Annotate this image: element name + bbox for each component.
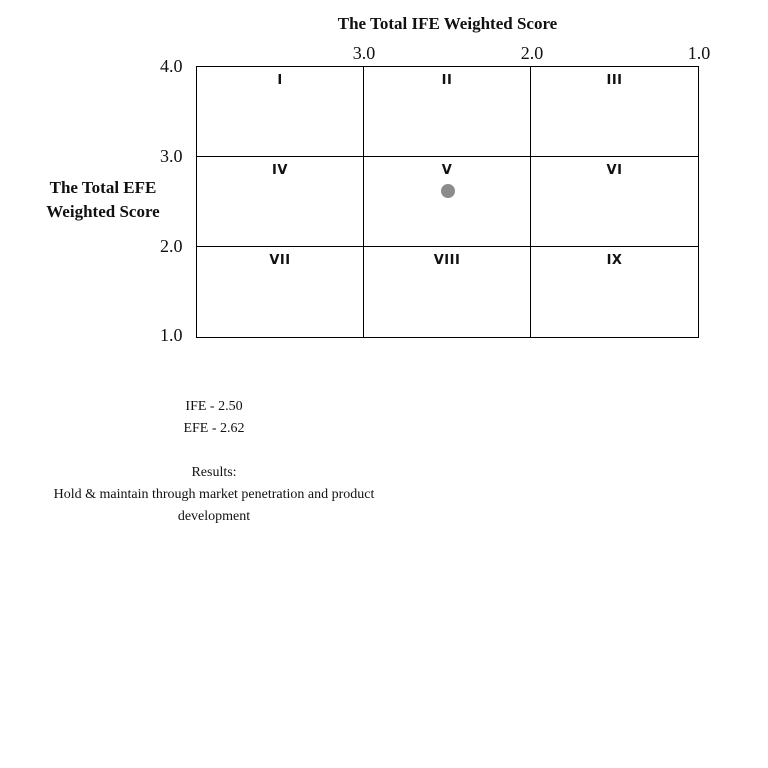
cell-label: VI [606, 163, 623, 178]
cell-label: II [441, 73, 453, 88]
matrix-cell-5 [364, 157, 531, 247]
cell-label: V [441, 163, 453, 178]
matrix-cell-1 [197, 67, 364, 157]
cell-label: VIII [433, 253, 461, 268]
y-axis-title-line-2: Weighted Score [46, 202, 160, 221]
results-text-line-2: development [177, 509, 251, 524]
results-label: Results: [191, 465, 237, 480]
ife-score-text: IFE - 2.50 [185, 399, 243, 414]
x-tick-1: 1.0 [687, 43, 711, 63]
position-marker-dot [441, 184, 455, 198]
matrix-cell-4 [197, 157, 364, 247]
ie-matrix-grid [196, 66, 699, 338]
y-tick-3: 3.0 [160, 146, 183, 166]
results-text-line-1: Hold & maintain through market penetration and product [53, 487, 375, 502]
cell-label: VII [269, 253, 291, 268]
cell-label: III [606, 73, 623, 88]
matrix-cell-7 [197, 247, 364, 337]
x-tick-2: 2.0 [520, 43, 544, 63]
matrix-cell-6 [531, 157, 698, 247]
efe-score-text: EFE - 2.62 [183, 421, 245, 436]
x-axis-title: The Total IFE Weighted Score [337, 14, 558, 33]
y-tick-2: 2.0 [160, 236, 183, 256]
y-tick-4: 4.0 [160, 56, 183, 76]
y-tick-1: 1.0 [160, 325, 183, 345]
summary-block [40, 396, 388, 528]
cell-label: IX [606, 253, 623, 268]
cell-label: I [277, 73, 283, 88]
matrix-cell-2 [364, 67, 531, 157]
matrix-cell-9 [531, 247, 698, 337]
cell-label: IV [272, 163, 288, 178]
x-tick-3: 3.0 [352, 43, 376, 63]
matrix-cell-8 [364, 247, 531, 337]
y-axis-title [38, 176, 168, 224]
y-axis-title-line-1: The Total EFE [49, 178, 157, 197]
matrix-cell-3 [531, 67, 698, 157]
